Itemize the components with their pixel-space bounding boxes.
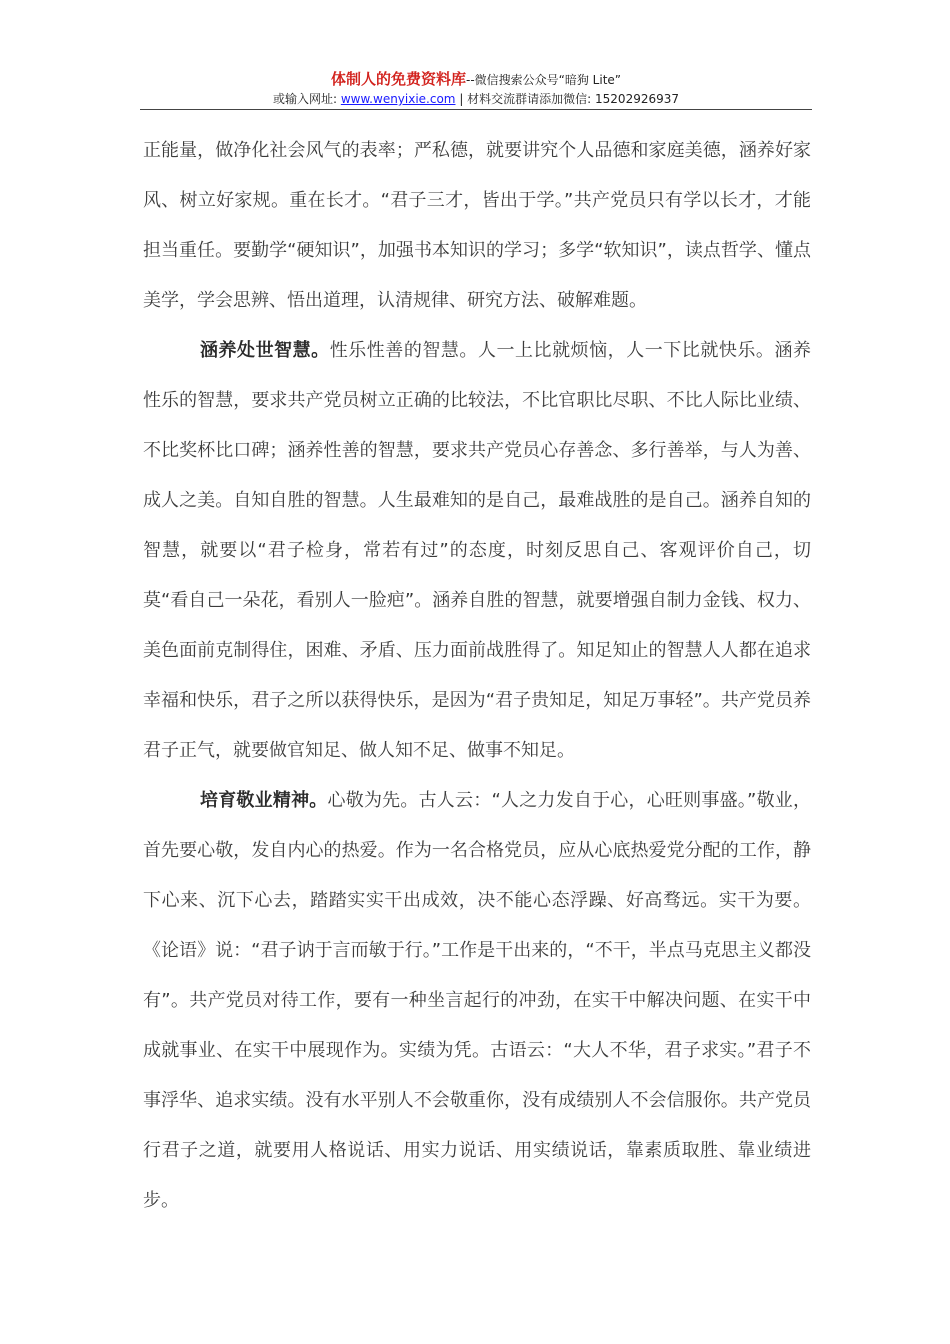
document-body [143,126,811,1226]
paragraph-text: 性乐性善的智慧。人一上比就烦恼，人一下比就快乐。涵养性乐的智慧，要求共产党员树立正确的比较法，不比官职比尽职、不比人际比业绩、不比奖杯比口碑；涵养性善的智慧，要求共产党员心存善念、多行善举，与人为善、成人之美。自知自胜的智慧。人生最难知的是自己，最难战胜的是自己。涵养自知的智慧，就要以“君子检身，常若有过”的态度，时刻反思自己、客观评价自己，切莫“看自己一朵花，看别人一脸疤”。涵养自胜的智慧，就要增强自制力金钱、权力、美色面前克制得住，困难、矛盾、压力面前战胜得了。知足知止的智慧人人都在追求幸福和快乐，君子之所以获得快乐，是因为“君子贵知足，知足万事轻”。共产党员养君子正气，就要做官知足、做人知不足、做事不知足。 [143,340,811,761]
paragraph-continuation [143,126,811,326]
paragraph-text: 正能量，做净化社会风气的表率；严私德，就要讲究个人品德和家庭美德，涵养好家风、树立好家规。重在长才。“君子三才，皆出于学。”共产党员只有学以长才，才能担当重任。要勤学“硬知识”，加强书本知识的学习；多学“软知识”，读点哲学、懂点美学，学会思辨、悟出道理，认清规律、研究方法、破解难题。 [143,140,811,311]
paragraph-dedication [143,776,811,1226]
contact-info: | 材料交流群请添加微信: 15202926937 [455,92,680,106]
header-title-line [140,70,812,89]
brand-title: 体制人的免费资料库 [330,70,466,88]
paragraph-heading: 涵养处世智慧。 [200,340,330,361]
paragraph-wisdom [143,326,811,776]
paragraph-text: 心敬为先。古人云：“人之力发自于心，心旺则事盛。”敬业，首先要心敬，发自内心的热爱。作为一名合格党员，应从心底热爱党分配的工作，静下心来、沉下心去，踏踏实实干出成效，决不能心态浮躁、好高骛远。实干为要。《论语》说：“君子讷于言而敏于行。”工作是干出来的，“不干，半点马克思主义都没有”。共产党员对待工作，要有一种坐言起行的冲劲，在实干中解决问题、在实干中成就事业、在实干中展现作为。实绩为凭。古语云：“大人不华，君子求实。”君子不事浮华、追求实绩。没有水平别人不会敬重你，没有成绩别人不会信服你。共产党员行君子之道，就要用人格说话、用实力说话、用实绩说话，靠素质取胜、靠业绩进步。 [143,790,811,1211]
website-link[interactable]: www.wenyixie.com [340,92,456,106]
header-divider [140,109,812,110]
page-header [140,70,812,107]
paragraph-heading: 培育敬业精神。 [200,790,328,811]
header-contact-line [140,91,812,107]
url-prefix: 或输入网址: [272,92,341,106]
wechat-note: --微信搜索公众号“暗狗 Lite” [465,73,622,87]
